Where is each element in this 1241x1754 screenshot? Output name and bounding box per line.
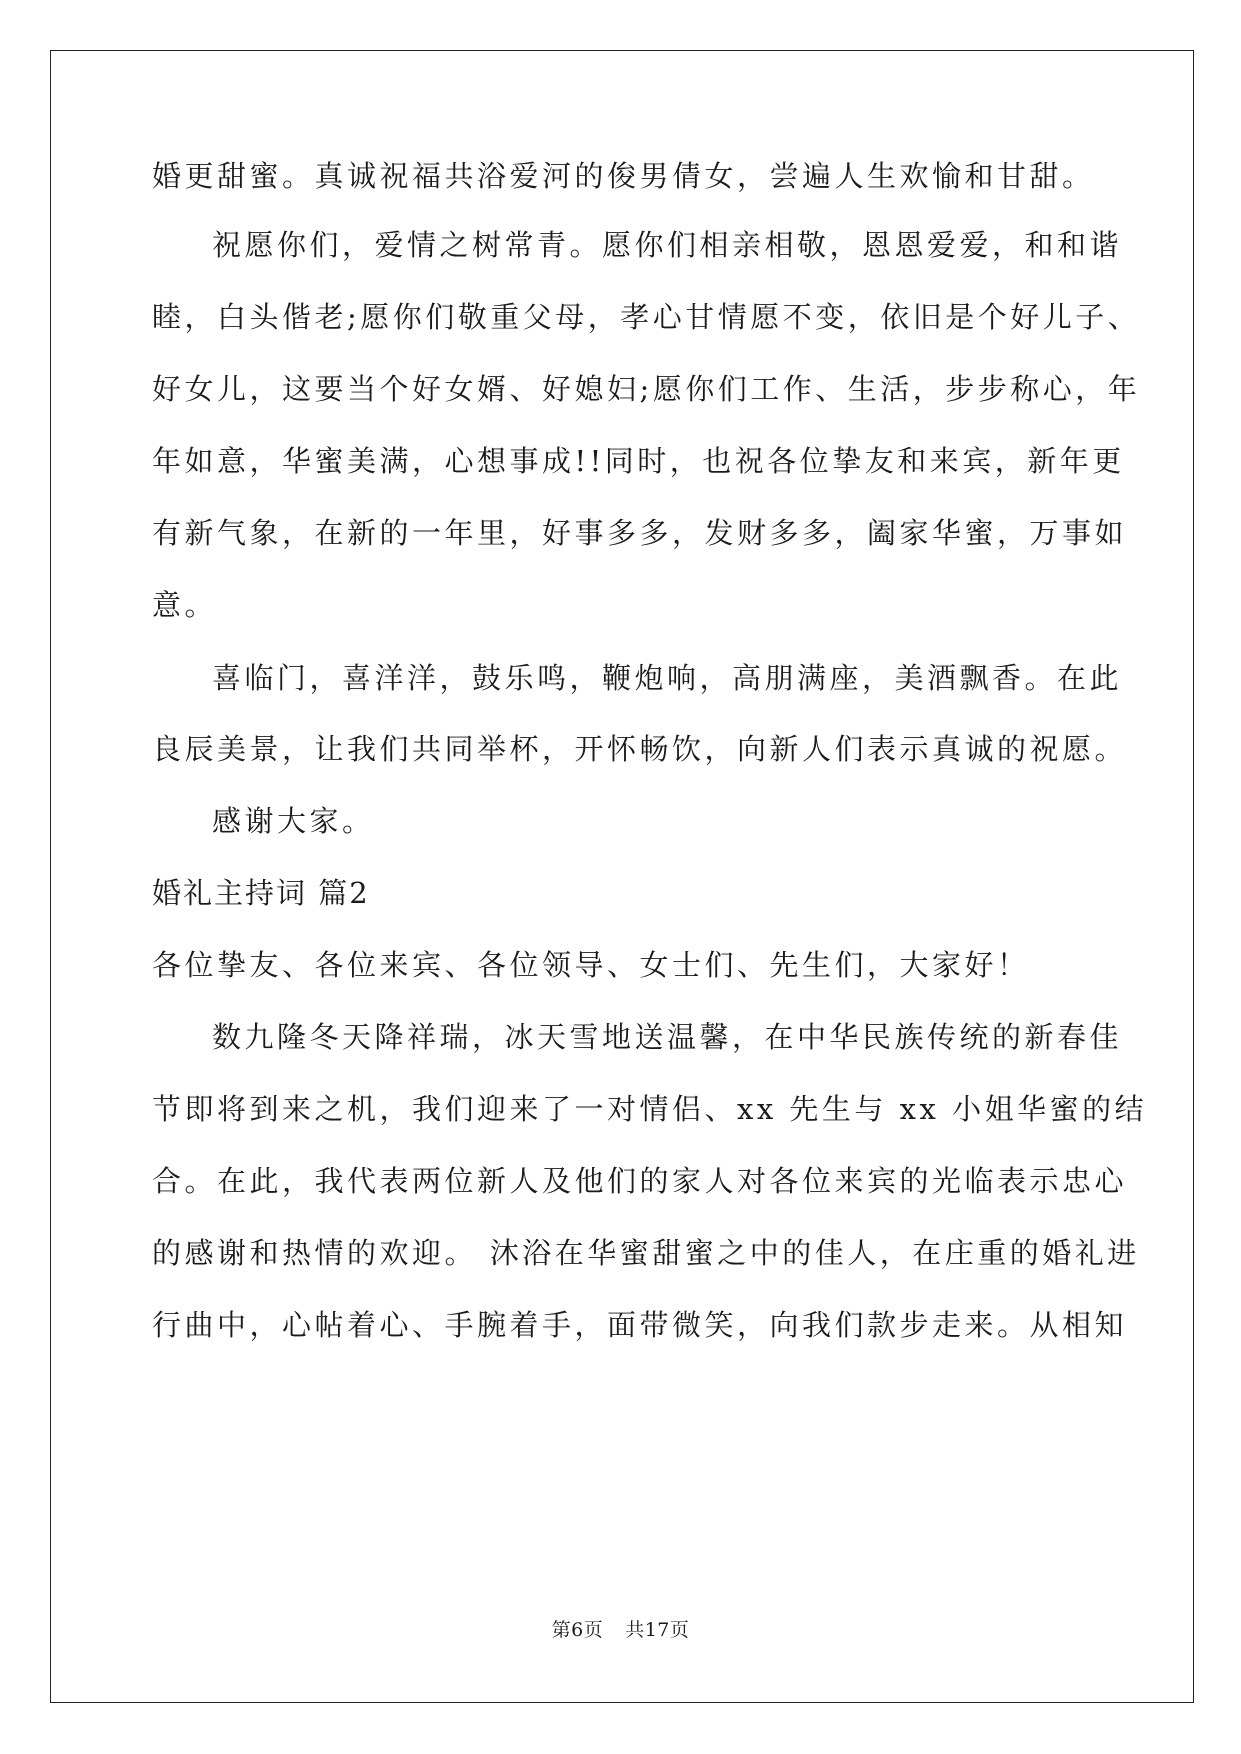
- text-line: 行曲中，心帖着心、手腕着手，面带微笑，向我们款步走来。从相知: [152, 1308, 1128, 1342]
- text-line: 感谢大家。: [212, 804, 375, 838]
- text-line: 合。在此，我代表两位新人及他们的家人对各位来宾的光临表示忠心: [152, 1164, 1128, 1198]
- text-line: 数九隆冬天降祥瑞，冰天雪地送温馨，在中华民族传统的新春佳: [212, 1020, 1123, 1054]
- text-line: 年如意，华蜜美满，心想事成!!同时，也祝各位挚友和来宾，新年更: [152, 444, 1125, 478]
- page-footer: [0, 1618, 1241, 1642]
- text-line: 睦，白头偕老;愿你们敬重父母，孝心甘情愿不变，依旧是个好儿子、: [152, 300, 1141, 334]
- text-line: 喜临门，喜洋洋，鼓乐鸣，鞭炮响，高朋满座，美酒飘香。在此: [212, 661, 1123, 695]
- text-line: 有新气象，在新的一年里，好事多多，发财多多，阖家华蜜，万事如: [152, 516, 1128, 550]
- page-number: 第6页: [551, 1619, 604, 1641]
- text-line: 节即将到来之机，我们迎来了一对情侣、xx 先生与 xx 小姐华蜜的结: [152, 1092, 1148, 1126]
- text-line: 的感谢和热情的欢迎。 沐浴在华蜜甜蜜之中的佳人，在庄重的婚礼进: [152, 1236, 1140, 1270]
- text-line: 良辰美景，让我们共同举杯，开怀畅饮，向新人们表示真诚的祝愿。: [152, 732, 1128, 766]
- section-heading: 婚礼主持词 篇2: [152, 876, 370, 910]
- text-line: 各位挚友、各位来宾、各位领导、女士们、先生们，大家好！: [152, 948, 1030, 982]
- text-line: 婚更甜蜜。真诚祝福共浴爱河的俊男倩女，尝遍人生欢愉和甘甜。: [152, 159, 1095, 193]
- text-line: 意。: [152, 588, 218, 622]
- text-line: 好女儿，这要当个好女婿、好媳妇;愿你们工作、生活，步步称心，年: [152, 372, 1141, 406]
- page-total: 共17页: [625, 1619, 690, 1641]
- text-line: 祝愿你们，爱情之树常青。愿你们相亲相敬，恩恩爱爱，和和谐: [212, 228, 1123, 262]
